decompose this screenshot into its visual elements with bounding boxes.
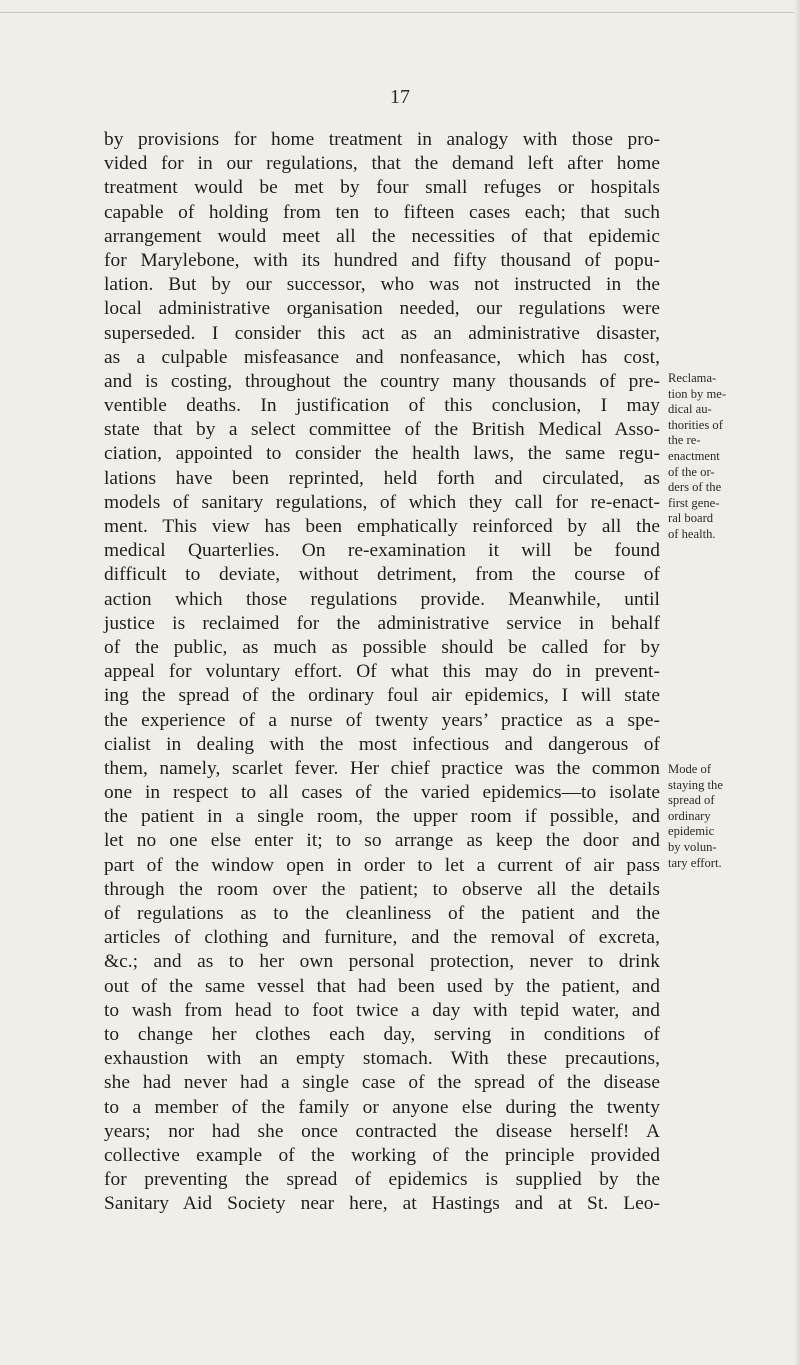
body-line: vided for in our regulations, that the demand left after home [104, 153, 660, 175]
body-line: action which those regulations provide. Meanwhile, until [104, 588, 660, 610]
margin-note-line: first gene- [668, 495, 720, 510]
margin-note-line: enactment [668, 448, 720, 463]
margin-note-line: of health. [668, 526, 716, 541]
body-line: justice is reclaimed for the administrative service in behalf [104, 612, 660, 634]
body-line: ciation, appointed to consider the health laws, the same regu- [104, 443, 660, 465]
body-line: models of sanitary regulations, of which they call for re-enact- [104, 491, 660, 513]
body-line: the patient in a single room, the upper room if possible, and [104, 806, 660, 828]
margin-note-line: by volun- [668, 839, 717, 854]
body-line: ventible deaths. In justification of this conclusion, I may [104, 395, 660, 417]
body-line: to change her clothes each day, serving in conditions of [104, 1023, 660, 1045]
body-line: she had never had a single case of the spread of the disease [104, 1072, 660, 1094]
margin-note-line: Mode of [668, 762, 712, 776]
margin-note-line: ral board [668, 511, 714, 526]
body-line: years; nor had she once contracted the disease herself! A [104, 1120, 660, 1142]
body-line: articles of clothing and furniture, and the removal of excreta, [104, 927, 660, 949]
body-line: for Marylebone, with its hundred and fifty thousand of popu- [104, 249, 660, 271]
body-line: cialist in dealing with the most infectious and dangerous of [104, 733, 660, 755]
body-line: ing the spread of the ordinary foul air epidemics, I will state [104, 685, 660, 707]
margin-note-line: ders of the [668, 480, 722, 495]
margin-note-line: spread of [668, 793, 715, 808]
margin-note-line: the re- [668, 433, 701, 448]
page-number: 17 [390, 86, 410, 108]
body-line: one in respect to all cases of the varied epidemics—to isolate [104, 782, 660, 804]
body-line: to wash from head to foot twice a day with tepid water, and [104, 999, 660, 1021]
body-line: to a member of the family or anyone else during the twenty [104, 1096, 660, 1118]
body-line: them, namely, scarlet fever. Her chief practice was the common [104, 757, 660, 779]
body-line: superseded. I consider this act as an administrative disaster, [104, 322, 660, 344]
body-line: medical Quarterlies. On re-examination it will be found [104, 540, 660, 562]
body-line: through the room over the patient; to observe all the details [104, 878, 660, 900]
body-line: arrangement would meet all the necessities of that epidemic [104, 225, 660, 247]
body-line: the experience of a nurse of twenty years’ practice as a spe- [104, 709, 660, 731]
body-line: capable of holding from ten to fifteen cases each; that such [104, 201, 660, 223]
body-line: Sanitary Aid Society near here, at Hastings and at St. Leo- [104, 1193, 660, 1215]
body-line: difficult to deviate, without detriment, from the course of [104, 564, 660, 586]
body-line: exhaustion with an empty stomach. With these precautions, [104, 1048, 660, 1070]
body-line: by provisions for home treatment in analogy with those pro- [104, 129, 660, 150]
margin-note-line: epidemic [668, 824, 715, 839]
body-line: as a culpable misfeasance and nonfeasance, which has cost, [104, 346, 660, 368]
margin-note-line: tion by me- [668, 386, 727, 401]
body-line: treatment would be met by four small refuges or hospitals [104, 177, 660, 199]
body-line: ment. This view has been emphatically reinforced by all the [104, 516, 660, 537]
margin-note-line: Reclama- [668, 371, 717, 385]
body-line: part of the window open in order to let a current of air pass [104, 854, 660, 876]
margin-note-line: thorities of [668, 417, 723, 432]
margin-note-line: ordinary [668, 808, 711, 823]
body-line: collective example of the working of the principle provided [104, 1144, 660, 1166]
body-line: for preventing the spread of epidemics is supplied by the [104, 1169, 660, 1191]
page-top-edge [0, 12, 800, 13]
page-right-edge [794, 0, 800, 1365]
body-line: out of the same vessel that had been used by the patient, and [104, 975, 660, 997]
body-line: local administrative organisation needed, our regulations were [104, 298, 660, 320]
body-line: appeal for voluntary effort. Of what this may do in prevent- [104, 661, 660, 683]
body-text [104, 128, 660, 1216]
body-line: let no one else enter it; to so arrange as keep the door and [104, 830, 660, 852]
body-line: lation. But by our successor, who was not instructed in the [104, 274, 660, 296]
body-line: of regulations as to the cleanliness of the patient and the [104, 903, 660, 924]
margin-note-line: tary effort. [668, 855, 722, 870]
body-line: state that by a select committee of the British Medical Asso- [104, 419, 660, 441]
body-line: lations have been reprinted, held forth and circulated, as [104, 467, 660, 489]
margin-note-line: staying the [668, 777, 723, 792]
body-line: &c.; and as to her own personal protection, never to drink [104, 951, 660, 973]
body-line: of the public, as much as possible should be called for by [104, 636, 660, 658]
margin-note-line: dical au- [668, 402, 712, 417]
margin-note-line: of the or- [668, 464, 715, 479]
body-line: and is costing, throughout the country many thousands of pre- [104, 370, 660, 392]
margin-note-reclamation [668, 371, 764, 543]
margin-note-mode-of-staying [668, 762, 764, 871]
